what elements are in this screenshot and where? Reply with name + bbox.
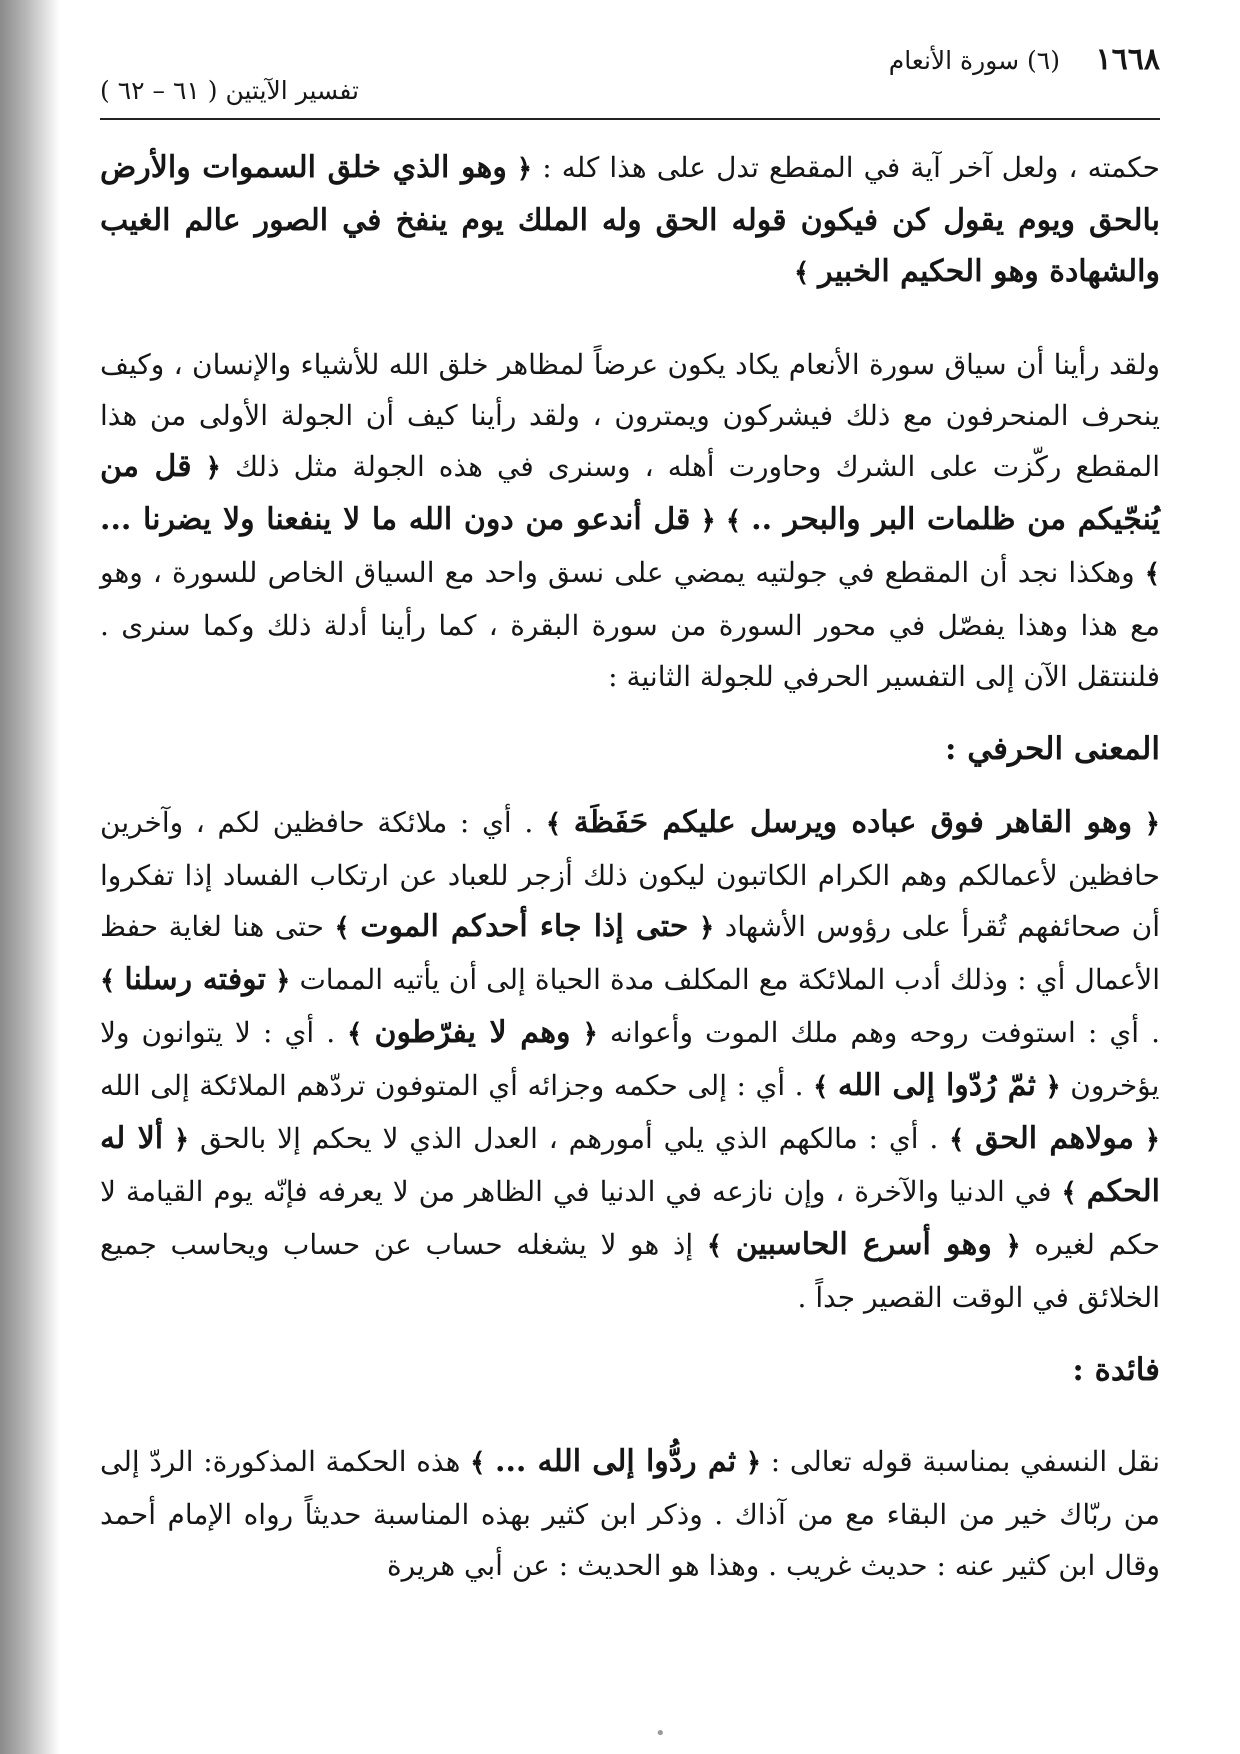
text-run: ولقد رأينا أن سياق سورة الأنعام يكاد يكون عرضاً لمظاهر خلق الله للأشياء والإنسان ، وكيف ينحرف المنحرفون مع ذلك فيشركون ويمترون ، ولقد رأينا كيف أن الجولة الأولى من هذا المقطع ركّزت على الشرك وحاورت أهله ، وسنرى في هذه الجولة مثل ذلك [100,348,1160,483]
quran-bracket-close: ﴾ [545,809,562,839]
text-run: في الدنيا والآخرة ، وإن نازعه في الدنيا في الظاهر من لا يعرفه فإنّه يوم القيامة لا حكم لغيره [100,1175,1160,1261]
section-heading-literal-meaning: المعنى الحرفي : [945,731,1160,767]
text-run: هذه الحكمة المذكورة: الردّ إلى من ربّاك خير من البقاء مع من آذاك . وذكر ابن كثير بهذه المناسبة حديثاً رواه الإمام أحمد وقال ابن كثير عنه : حديث غريب . وهذا هو الحديث : عن أبي هريرة [100,1445,1160,1582]
quran-bracket-close: ﴾ [813,1072,829,1102]
scan-speck: • [655,1723,666,1744]
text-run: وهكذا نجد أن المقطع في جولتيه يمضي على نسق واحد مع السياق الخاص للسورة ، وهو مع هذا وهذا يفصّل في محور السورة من سورة البقرة ، كما رأينا أدلة ذلك وكما سنرى . فلننتقل الآن إلى التفسير الحرفي للجولة الثانية : [100,556,1160,693]
page-header [100,40,1160,120]
section-heading-benefit: فائدة : [1072,1352,1160,1388]
quran-bracket-close: ﴾ [334,913,350,943]
text-run: . أي : لا يتوانون ولا يؤخرون [100,1016,1160,1102]
section-title: تفسير الآيتين ( ٦١ – ٦٢ ) [100,76,359,105]
quran-bracket-open: ﴿ [745,1448,762,1478]
quran-bracket-open: ﴿ [1005,1231,1021,1261]
quran-bracket-close: ﴾ [1144,559,1160,589]
quran-verse: قل من يُنجّيكم من ظلمات البر والبحر .. [100,449,1160,537]
text-run: . أي : ملائكة حافظين لكم ، وآخرين حافظين لأعمالكم وهم الكرام الكاتبون ليكون ذلك أزجر للعباد عن ارتكاب الفساد إذا تفكروا أن صحائفهم تُقرأ على رؤوس الأشهاد [100,806,1161,943]
quran-verse: وهو القاهر فوق عباده ويرسل عليكم حَفَظَة [573,805,1133,840]
text-run: . أي : إلى حكمه وجزائه أي المتوفون تردّهم الملائكة إلى الله [100,1069,804,1102]
quran-verse: توفته رسلنا [124,962,267,997]
quran-bracket-open: ﴿ [205,453,221,483]
quran-verse: ألا له الحكم [100,1121,1161,1209]
quran-bracket-close: ﴾ [706,1231,723,1261]
page-number: ١٦٦٨ [1095,42,1160,77]
quran-bracket-open: ﴿ [1144,1125,1160,1155]
quran-verse: قل أندعو من دون الله ما لا ينفعنا ولا يضرنا ... [100,502,691,537]
quran-bracket-close: ﴾ [949,1125,965,1155]
quran-verse: ثم ردُّوا إلى الله ... [495,1444,737,1479]
paragraph-3 [100,797,1160,1323]
quran-bracket-close: ﴾ [470,1448,486,1478]
quran-bracket-close: ﴾ [794,258,810,288]
quran-bracket-open: ﴿ [698,913,715,943]
text-run: نقل النسفي بمناسبة قوله تعالى : [761,1445,1160,1478]
text-run: حكمته ، ولعل آخر آية في المقطع تدل على هذا كله : [532,151,1160,184]
paragraph-1 [100,142,1160,299]
book-page [100,40,1160,1730]
text-run: حتى هنا لغاية حفظ الأعمال أي : وذلك أدب الملائكة مع المكلف مدة الحياة إلى أن يأتيه الممات [100,910,1160,996]
quran-bracket-open: ﴿ [173,1125,190,1155]
quran-verse: وهو أسرع الحاسبين [735,1227,992,1262]
quran-bracket-close: ﴾ [100,966,116,996]
quran-bracket-open: ﴿ [516,154,533,184]
paragraph-2 [100,339,1160,702]
quran-bracket-close: ﴾ [1061,1178,1077,1208]
quran-bracket-close: ﴾ [725,506,742,536]
scan-shadow [0,0,60,1754]
quran-bracket-open: ﴿ [1144,809,1160,839]
quran-verse: مولاهم الحق [975,1121,1134,1156]
quran-bracket-open: ﴿ [582,1019,598,1049]
quran-verse: وهو الذي خلق السموات والأرض بالحق ويوم يقول كن فيكون قوله الحق وله الملك يوم ينفخ في الصور عالم الغيب والشهادة وهو الحكيم الخبير [100,150,1160,289]
quran-verse: وهم لا يفرّطون [374,1015,571,1050]
quran-bracket-open: ﴿ [700,506,716,536]
quran-bracket-open: ﴿ [275,966,291,996]
text-run: إذ هو لا يشغله حساب عن حساب ويحاسب جميع الخلائق في الوقت القصير جداً . [100,1228,1160,1314]
quran-verse: ثمّ رُدّوا إلى الله [837,1068,1037,1103]
surah-name: (٦) سورة الأنعام [888,46,1060,75]
quran-bracket-open: ﴿ [1045,1072,1061,1102]
quran-bracket-close: ﴾ [347,1019,363,1049]
quran-verse: حتى إذا جاء أحدكم الموت [360,909,689,944]
text-run: . أي : استوفت روحه وهم ملك الموت وأعوانه [597,1016,1160,1049]
text-run: . أي : مالكهم الذي يلي أمورهم ، العدل الذي لا يحكم إلا بالحق [189,1122,939,1155]
page-body [100,142,1160,1591]
paragraph-4 [100,1436,1160,1591]
